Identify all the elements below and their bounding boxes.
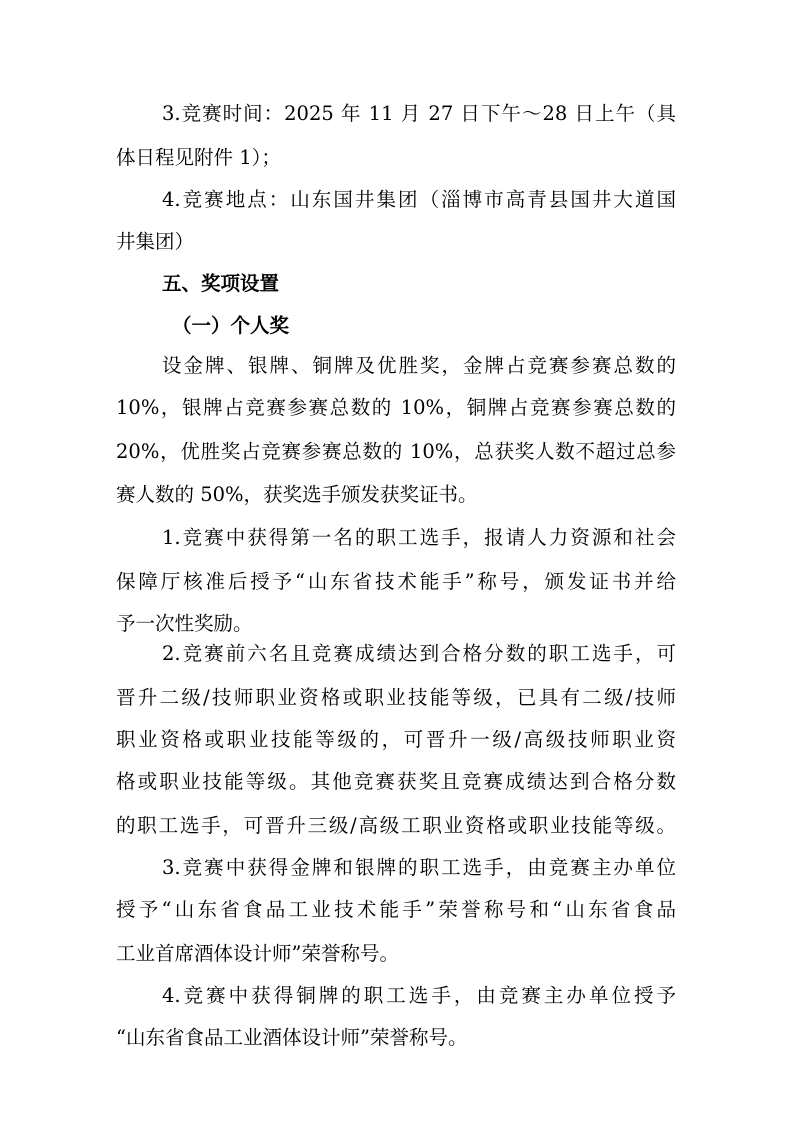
paragraph-line: 20%，优胜奖占竞赛参赛总数的 10%，总获奖人数不超过总参 (116, 440, 676, 463)
subsection-heading: （一）个人奖 (172, 314, 290, 337)
paragraph-line: 设金牌、银牌、铜牌及优胜奖，金牌占竞赛参赛总数的 (162, 354, 676, 377)
paragraph-line: 3.竞赛时间：2025 年 11 月 27 日下午～28 日上午（具 (162, 102, 676, 125)
paragraph-line: 体日程见附件 1）； (116, 146, 281, 169)
paragraph-line: 保障厅核准后授予“山东省技术能手”称号，颁发证书并给 (116, 570, 676, 593)
paragraph-line: 格或职业技能等级。其他竞赛获奖且竞赛成绩达到合格分数 (116, 770, 676, 793)
paragraph-line: 予一次性奖励。 (116, 612, 253, 635)
paragraph-line: 10%，银牌占竞赛参赛总数的 10%，铜牌占竞赛参赛总数的 (116, 396, 676, 419)
paragraph-line: 2.竞赛前六名且竞赛成绩达到合格分数的职工选手，可 (162, 642, 676, 665)
paragraph-line: 授予“山东省食品工业技术能手”荣誉称号和“山东省食品 (116, 898, 676, 921)
section-heading: 五、奖项设置 (162, 272, 280, 295)
paragraph-line: 工业首席酒体设计师”荣誉称号。 (116, 942, 399, 965)
paragraph-line: “山东省食品工业酒体设计师”荣誉称号。 (116, 1026, 468, 1049)
paragraph-line: 井集团） (116, 230, 195, 253)
paragraph-line: 赛人数的 50%，获奖选手颁发获奖证书。 (116, 483, 478, 506)
paragraph-line: 4.竞赛地点：山东国井集团（淄博市高青县国井大道国 (162, 188, 676, 211)
paragraph-line: 1.竞赛中获得第一名的职工选手，报请人力资源和社会 (162, 526, 676, 549)
paragraph-line: 晋升二级/技师职业资格或职业技能等级，已具有二级/技师 (116, 686, 676, 709)
paragraph-line: 的职工选手，可晋升三级/高级工职业资格或职业技能等级。 (116, 814, 676, 837)
paragraph-line: 职业资格或职业技能等级的，可晋升一级/高级技师职业资 (116, 728, 676, 751)
paragraph-line: 3.竞赛中获得金牌和银牌的职工选手，由竞赛主办单位 (162, 856, 676, 879)
paragraph-line: 4.竞赛中获得铜牌的职工选手，由竞赛主办单位授予 (162, 984, 676, 1007)
